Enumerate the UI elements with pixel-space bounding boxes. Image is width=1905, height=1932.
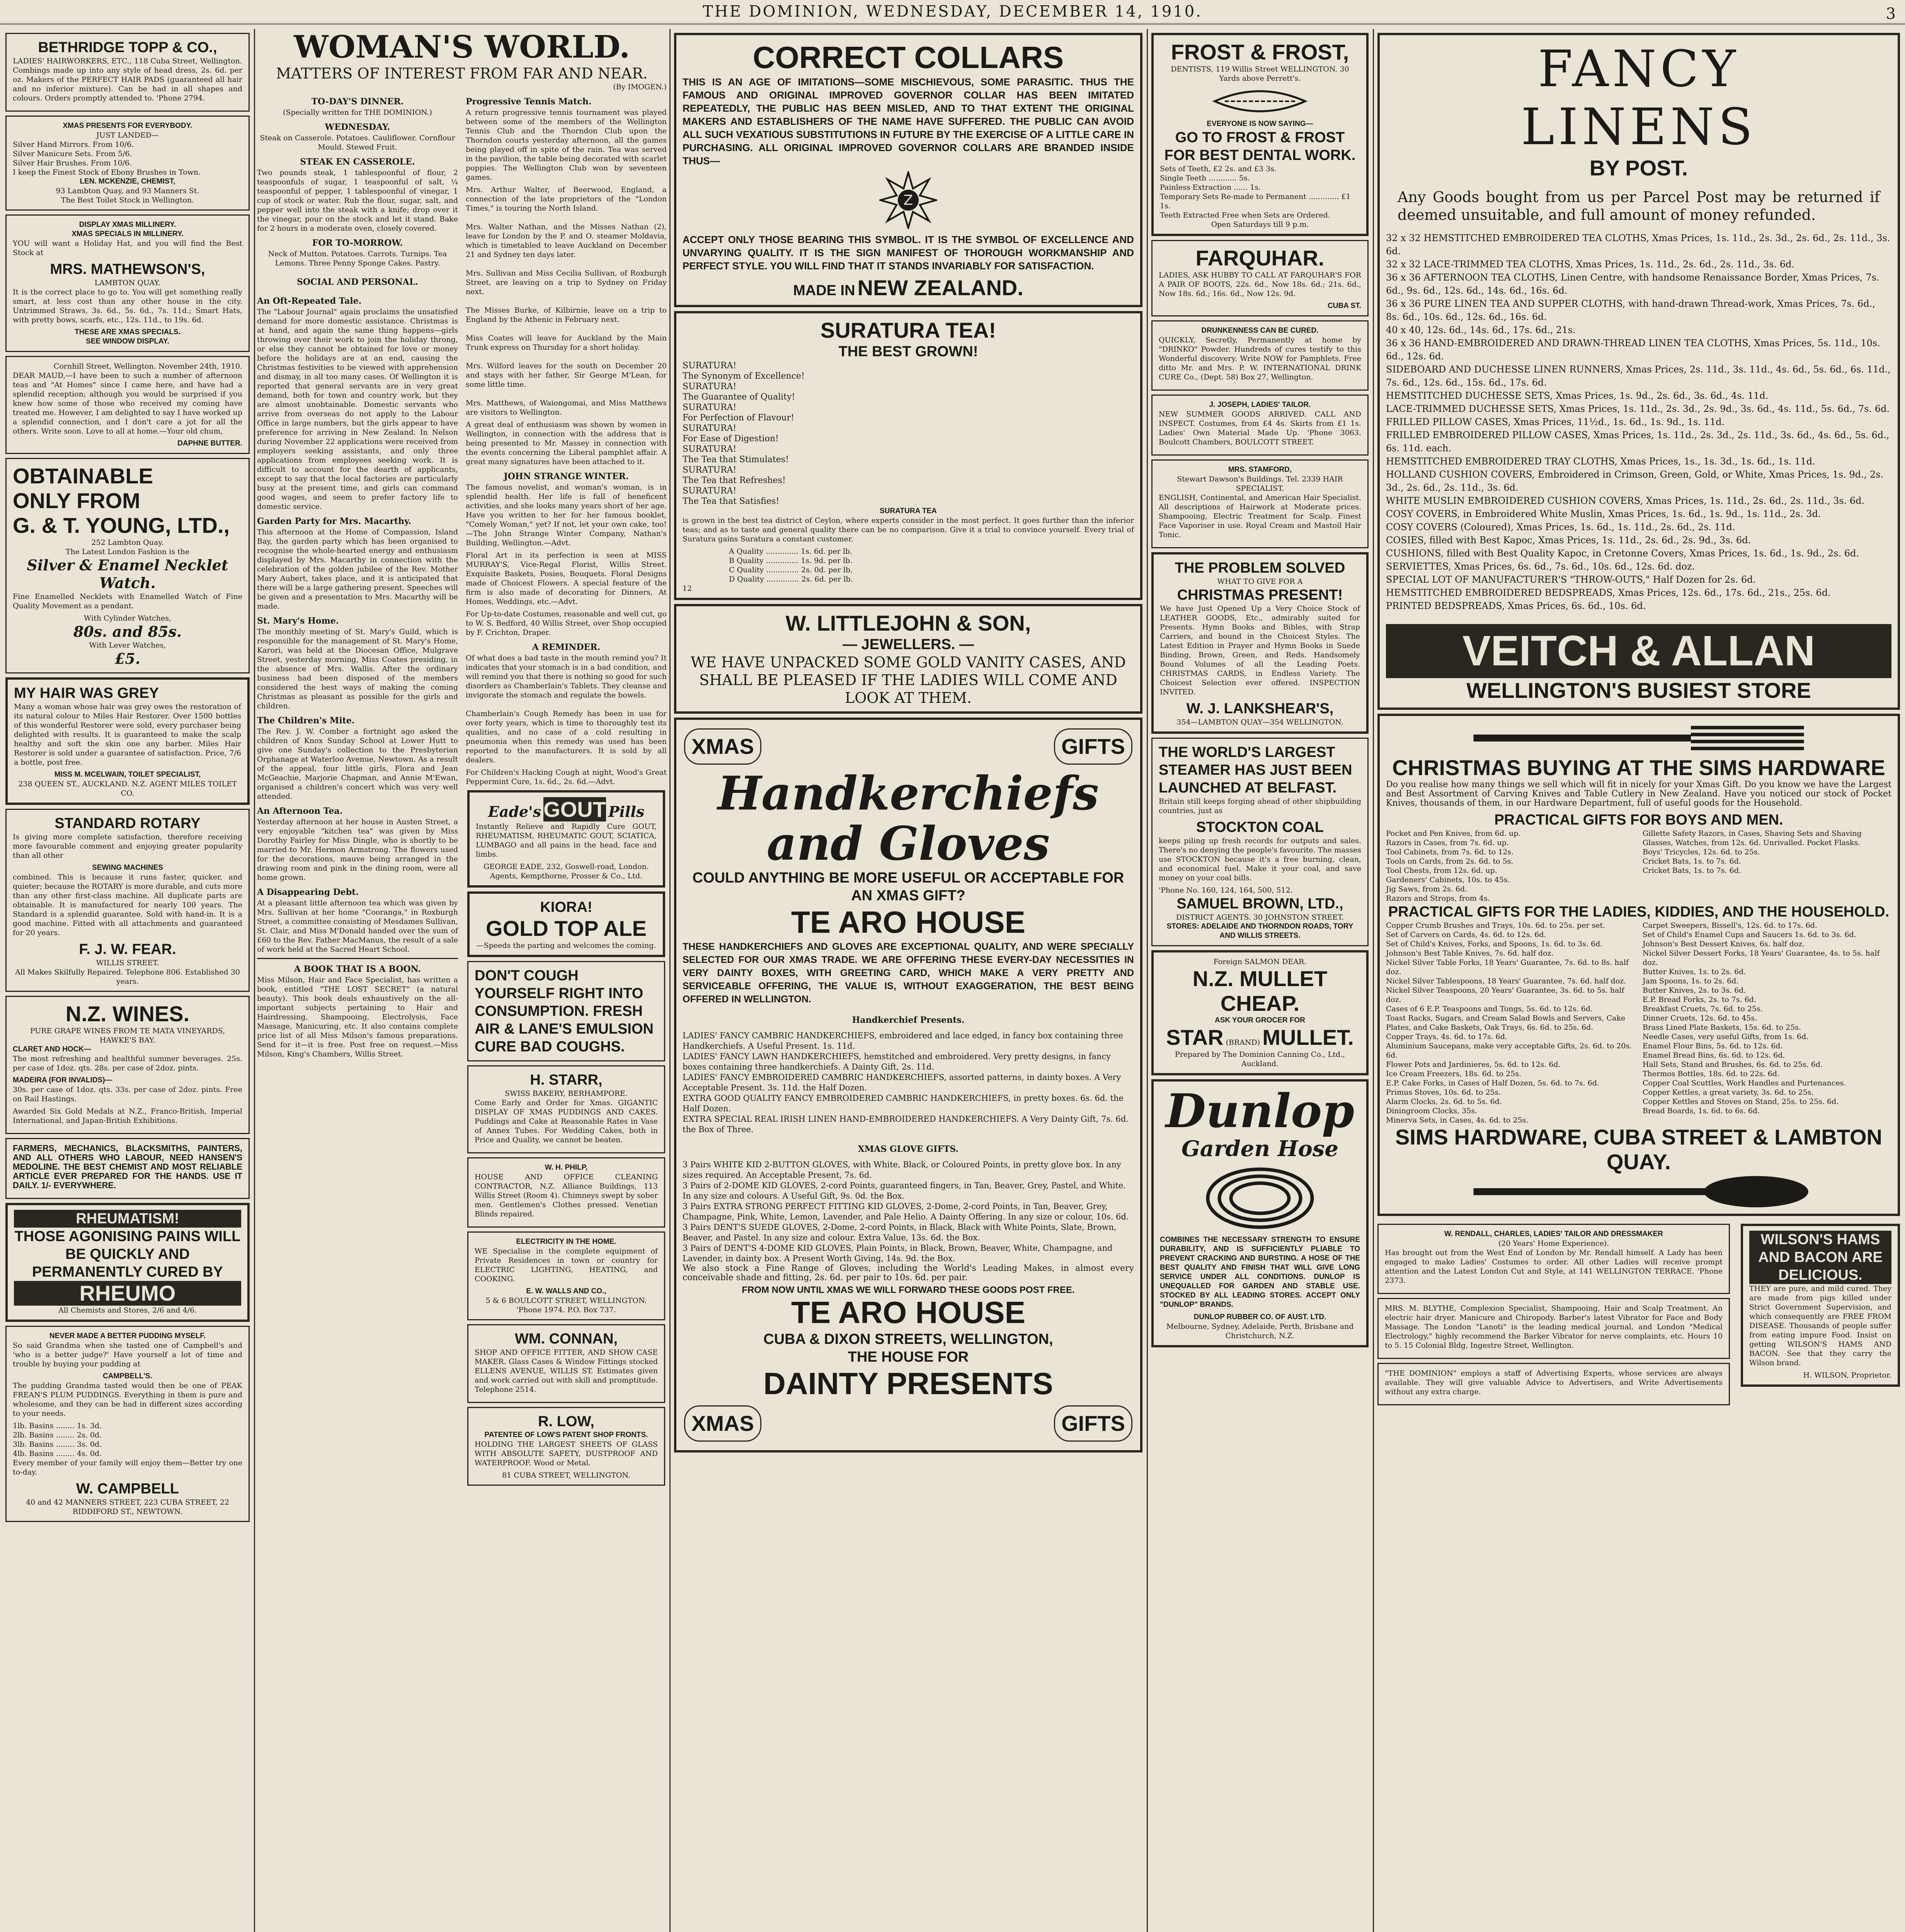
ad-title: MRS. STAMFORD, (1228, 466, 1292, 474)
household-gift-list: Carpet Sweepers, Bissell's, 12s. 6d. to 17s. 6d. Set of Child's Enamel Cups and Saucers 1s. 6d. to 3s. 6d. Johnson's Best Dessert Knives, 6s. half doz. Nickel Silver Dessert Forks, 18 Years' Guarantee, 4s. to 5s. half doz. Butter Knives, 1s. to 2s. 6d. Jam Spoons, 1s. to 2s. 6d. Butter Knives, 2s. to 3s. 6d. E.P. Bread Forks, 2s. to 7s. 6d. Breakfast Cruets, 7s. 6d. to 25s. Dinner Cruets, 12s. 6d. to 45s. Brass Lined Plate Baskets, 15s. 6d. to 25s. Needle Cases, very useful Gifts, from 1s. 6d. Enamel Flour Bins, 5s. 6d. to 12s. 6d. Enamel Bread Bins, 6s. 6d. to 12s. 6d. Hall Sets, Stand and Brushes, 6s. 6d. to 25s. 6d. Thermos Bottles, 18s. 6d. to 22s. 6d. Copper Coal Scuttles, Work Handles and Purtenances. Copper Kettles, a great variety, 3s. 6d. to 25s. Copper Kettles and Stoves on Stand, 25s. to 25s. 6d. Bread Boards, 1s. 6d. to 6s. 6d. (1643, 921, 1880, 1115)
article-body: Two pounds steak, 1 tablespoonful of flour, 2 teaspoonfuls of sugar, 1 teaspoonful of salt, ¼ teaspoonful of pepper, 1 tablespoonful of vinegar, 1 cup of stock or water. Rub the flour, sugar, salt, and pepper well into the steak with a knife; drop over it the vinegar, pour on the stock and let it stand. Bake for 2 hours in a moderate oven, closely covered. (257, 168, 458, 233)
ad-address: 40 and 42 MANNERS STREET, 223 CUBA STREET, 22 RIDDIFORD ST., NEWTOWN. (26, 1498, 229, 1516)
article-heading: A REMINDER. (532, 642, 601, 652)
ad-text: With Cylinder Watches, (83, 614, 172, 622)
ad-title: XMAS PRESENTS FOR EVERYBODY. (63, 122, 192, 130)
low-shopfront-ad (467, 1407, 665, 1486)
star-mullet-ad (1151, 950, 1369, 1075)
masthead-title: THE DOMINION, WEDNESDAY, DECEMBER 14, 1910. (703, 3, 1202, 20)
ad-body: Awarded Six Gold Medals at N.Z., Franco-British, Imperial International, and Japan-British Exhibitions. (13, 1107, 242, 1125)
article-body: Mrs. Arthur Walter, of Beerwood, England, a connection of the late proprietors of the "London Times," is touring the North Island. Mrs. Walter Nathan, and the Misses Nathan (2), leave for London by the P. and O. steamer Moldavia, which is timetabled to leave Auckland on December 21 and Sydney ten days later. Mrs. Sullivan and Miss Cecilia Sullivan, of Roxburgh Street, are leaving on a trip to Sydney on Friday next. The Misses Burke, of Kilbirnie, leave on a trip to England by the Athenic in February next. Miss Coates will leave for Auckland by the Main Trunk express on Thursday for a short holiday. Mrs. Wilford leaves for the south on December 20 and stays with her father, Sir George M'Lean, for some little time. Mrs. Matthews, of Waiongomai, and Miss Matthews are visitors to Wellington. (466, 185, 667, 417)
ad-title: FANCY (1538, 39, 1740, 98)
column-1 (4, 29, 251, 1932)
ad-address: 5 & 6 BOULCOTT STREET, WELLINGTON. (485, 1296, 647, 1305)
ad-body: We also stock a Fine Range of Gloves, including the World's Leading Makes, in almost every conceivable shade and fitting, 2s. 6d. per pair to 10s. 6d. per pair. (683, 1264, 1134, 1282)
ad-name: SAMUEL BROWN, LTD., (1176, 896, 1343, 912)
ad-title: SURATURA TEA! (820, 318, 996, 342)
letter-body: DEAR MAUD,—I have been to such a number of afternoon teas and "At Homes" since I came here, and have had a splendid reception; although you would be surprised if you knew how some of those who received my coming have treated me. However, I am delighted to say I have worked up a splendid connection, and I don't care a jot for all the others. Write soon. Love to all at home.—Your old chum, (13, 371, 242, 435)
ad-address: CUBA ST. (1328, 302, 1361, 310)
ad-name: H. WILSON, Proprietor. (1803, 1371, 1891, 1379)
article-body: For Up-to-date Costumes, reasonable and well cut, go to W. S. Bedford, 40 Willis Street, over Shop occupied by F. Crichton, Draper. (466, 610, 667, 637)
wilson-hams-ad (1741, 1224, 1900, 1387)
ad-body: Has brought out from the West End of London by Mr. Rendall himself. A Lady has been engaged to make Ladies' Costumes to order. All other Ladies will receive prompt attention and the Latest London Cut and Style, at 141 WELLINGTON TERRACE. 'Phone 2373. (1385, 1248, 1723, 1285)
frost-dentists-ad (1151, 33, 1369, 236)
ad-body: Instantly Relieve and Rapidly Cure GOUT, RHEUMATISM, RHEUMATIC GOUT, SCIATICA, LUMBAGO and all pains in the head, face and limbs. (476, 822, 657, 859)
ad-footer: Prepared by The Dominion Canning Co., Ltd., Auckland. (1175, 1050, 1345, 1068)
ad-name: DUNLOP RUBBER CO. OF AUST. LTD. (1193, 1313, 1326, 1321)
emblem-letter: Z (903, 192, 913, 208)
article-body: Floral Art in its perfection is seen at MISS MURRAY'S, Vice-Regal Florist, Willis Street. Exquisite Baskets, Posies, Bouquets. Floral Designs made of Choicest Flowers. A special feature of the firm is also made of decorating for Dinners, At Homes, Weddings, etc.—Advt. (466, 551, 667, 606)
ad-footer: FROM NOW UNTIL XMAS WE WILL FORWARD THESE GOODS POST FREE. (742, 1285, 1075, 1295)
starr-bakery-ad (467, 1065, 665, 1153)
ad-body: QUICKLY, Secretly, Permanently at home by "DRINKO" Powder. Hundreds of cures testify to this Wonderful discovery. Write NOW for Pamphlets. Free ditto Mr. and Mrs. P. W. INTERNATIONAL DRINK CURE Co., (Dept. 58) Box 27, Wellington. (1159, 336, 1361, 381)
column-rule (1147, 29, 1148, 1932)
dunlop-hose-ad (1151, 1079, 1369, 1347)
article-note: (Specially written for THE DOMINION.) (283, 108, 432, 117)
lankshear-christmas-ad (1151, 552, 1369, 734)
store-tagline: WELLINGTON'S BUSIEST STORE (1466, 678, 1811, 702)
ad-tagline: MADE IN (793, 282, 855, 299)
ad-footer: The Best Toilet Stock in Wellington. (61, 196, 194, 204)
walls-electric-ad (467, 1231, 665, 1320)
column-rule (669, 29, 671, 1932)
suratura-tea-ad (674, 311, 1142, 600)
ad-name: CAMPBELL'S. (102, 1372, 153, 1380)
ad-footer: Open Saturdays till 9 p.m. (1211, 220, 1309, 229)
ad-number: 12 (683, 584, 692, 593)
ad-address: 238 QUEEN ST., AUCKLAND. N.Z. AGENT MILES TOILET CO. (18, 780, 237, 798)
ad-body: WE Specialise in the complete equipment of Private Residences in town or country for ELECTRIC LIGHTING, HEATING, and COOKING. (475, 1247, 658, 1283)
ad-title: ELECTRICITY IN THE HOME. (516, 1238, 616, 1246)
ad-body: —Speeds the parting and welcomes the coming. (476, 941, 656, 950)
ad-title: MY HAIR WAS GREY (14, 685, 159, 701)
ad-brand: Dunlop (1165, 1084, 1355, 1138)
ad-title: NEVER MADE A BETTER PUDDING MYSELF. (49, 1332, 206, 1340)
ad-body: So said Grandma when she tasted one of Campbell's and 'who is a better judge?' Have yourself a lot of time and trouble by buying your pudding at (13, 1341, 242, 1368)
ad-title: DISPLAY XMAS MILLINERY. (79, 221, 176, 229)
ad-body: We have Just Opened Up a Very Choice Stock of LEATHER GOODS, Etc., admirably suited for Presents. Hymn Books and Bibles, with Strap Carriers, and bound in the Choicest Styles. The Latest Edition in Prayer and Hymn Books in Suede Binding, Brown, Green, and Reds. Handsomely Bound Volumes of all the Leading Poets. CHRISTMAS CARDS, in Endless Variety. The Choicest Selection ever offered. INSPECTION INVITED. (1160, 604, 1360, 696)
nz-wines-ad (5, 996, 250, 1134)
philp-cleaning-ad (467, 1157, 665, 1228)
column-5 (1376, 29, 1902, 1932)
eades-gout-pills-ad (467, 790, 665, 888)
ad-address: 252 Lambton Quay. (91, 538, 164, 547)
ad-title: FARQUHAR. (1195, 246, 1324, 270)
ad-text: Foreign SALMON DEAR. (1213, 957, 1307, 966)
womans-world-left (257, 92, 458, 1490)
ad-subtitle: SWISS BAKERY, BERHAMPORE. (505, 1089, 628, 1098)
column-4 (1150, 29, 1370, 1932)
ad-subtitle: (20 Years' Home Experience). (1498, 1239, 1609, 1248)
stamford-hair-ad (1151, 459, 1369, 548)
letter-signature: DAPHNE BUTTER. (177, 439, 242, 447)
ad-text: With Lever Watches, (89, 641, 166, 650)
article-body: Of what does a bad taste in the mouth remind you? It indicates that your stomach is in a bad condition, and will remind you that there is nothing so good for such disorders as Chamberlain's Tablets. They cleanse and invigorate the stomach and regulate the bowels. Chamberlain's Cough Remedy has been in use for over forty years, which is time to thoroughly test its qualities, and no case of a cold resulting in pneumonia when this remedy was used has been reported to the manufacturers. It is sold by all dealers. (466, 654, 667, 764)
masthead (0, 0, 1905, 25)
ad-subtitle: Stewart Dawson's Buildings. Tel. 2339 HAIR SPECIALIST. (1177, 475, 1343, 493)
ad-body: Combings made up into any style of head dress, 2s. 6d. per oz. Makers of the PERFECT HAIR PADS (guaranteed all hair and no inferior mixture). Can be had in all shapes and colours. Orders promptly attended to. 'Phone 2794. (13, 66, 242, 102)
farquhar-boots-ad (1151, 240, 1369, 316)
article-subheading: FOR TO-MORROW. (312, 238, 403, 248)
article-body: A great deal of enthusiasm was shown by women in Wellington, in connection with the address that is being presented to Mr. Massey in connection with the events concerning the Liberal pamphlet affair. A great many signatures have been attached to it. (466, 420, 667, 466)
ad-title: RHEUMATISM! (14, 1210, 241, 1228)
article-body: A return progressive tennis tournament was played between some of the members of the Wellington Tennis Club and the Thorndon Club upon the Thorndon courts yesterday afternoon, all the games being played off in spite of the rain. Tea was served in the pavilion, the table being decorated with scarlet poppies. The Wellington Club won by seventeen games. (466, 108, 667, 182)
xmas-label: XMAS (684, 728, 761, 765)
ad-title: LINENS (1521, 97, 1757, 156)
article-subheading: The Children's Mite. (257, 716, 355, 726)
ad-body: Britain still keeps forging ahead of other shipbuilding countries, just as (1159, 797, 1361, 815)
page-number: 3 (1886, 5, 1897, 23)
ad-headline: and Gloves (766, 816, 1050, 871)
ad-body: "THE DOMINION" employs a staff of Advertising Experts, whose services are always available. They will give valuable Advice to Advertisers, and Write Advertisements without any extra charge. (1385, 1369, 1723, 1396)
article-subheading: Progressive Tennis Match. (466, 97, 592, 107)
xmas-label: XMAS (684, 1405, 761, 1442)
article-heading: A BOOK THAT IS A BOON. (294, 964, 421, 974)
littlejohn-jewellers-ad (674, 604, 1142, 714)
ad-title: R. LOW, (538, 1413, 594, 1430)
ad-title: WILSON'S HAMS AND BACON ARE DELICIOUS. (1749, 1231, 1891, 1284)
article-heading: SOCIAL AND PERSONAL. (297, 277, 418, 287)
ad-title: DRUNKENNESS CAN BE CURED. (1201, 327, 1319, 335)
ad-footer: All Chemists and Stores, 2/6 and 4/6. (58, 1306, 197, 1315)
ad-phone: 'Phone 1974. P.O. Box 737. (516, 1306, 616, 1314)
z-star-emblem-icon (879, 171, 937, 229)
brand-name: STAR (1166, 1025, 1224, 1049)
ad-address: 354—LAMBTON QUAY—354 WELLINGTON. (1176, 718, 1343, 726)
article-subheading: An Oft-Repeated Tale. (257, 296, 362, 306)
ad-tagline: THE HOUSE FOR (848, 1349, 969, 1365)
handkerchief-list: LADIES' FANCY CAMBRIC HANDKERCHIEFS, embroidered and lace edged, in fancy box containing three Handkerchiefs. A Useful Present. 1s. 11d. LADIES' FANCY LAWN HANDKERCHIEFS, hemstitched and embroidered. Very pretty designs, in fancy boxes containing three handkerchiefs. A Dainty Gift, 2s. 11d. LADIES' FANCY EMBROIDERED CAMBRIC HANDKERCHIEFS, assorted patterns, in dainty boxes. A Very Acceptable Present. 3s. 11d. the Half Dozen. EXTRA GOOD QUALITY FANCY EMBROIDERED CAMBRIC HANDKERCHIEFS, in pretty boxes. 6s. 6d. the Half Dozen. EXTRA SPECIAL REAL IRISH LINEN HAND-EMBROIDERED HANDKERCHIEFS. A Very Dainty Gift, 7s. 6d. the Box of Three. (683, 1031, 1129, 1134)
store-name: TE ARO HOUSE (791, 905, 1025, 939)
brand-note: (BRAND) (1226, 1038, 1260, 1047)
ad-subtitle: SEWING MACHINES (92, 864, 163, 872)
article-body: At a pleasant little afternoon tea which was given by Mrs. Sullivan at her home "Cooranga," in Roxburgh Street, a committee consisting of Mesdames Sullivan, St. Clair, and Miss M'Donald handed over the sum of £60 to the Rev. Father MacManus, the result of a sale of work held at the Sacred Heart School. (257, 899, 458, 954)
boys-gift-list: Pocket and Pen Knives, from 6d. up. Razors in Cases, from 7s. 6d. up. Tool Cabinets, from 7s. 6d. to 12s. Tools on Cards, from 2s. 6d. to 5s. Tool Chests, from 12s. 6d. up. Gardeners' Cabinets, 10s. to 45s. Jig Saws, from 2s. 6d. Razors and Strops, from 4s. (1386, 829, 1521, 903)
ad-footer: All Makes Skilfully Repaired. Telephone 806. Established 30 years. (15, 968, 240, 986)
column-3 (672, 29, 1144, 1932)
ad-body: THIS IS AN AGE OF IMITATIONS—SOME MISCHIEVOUS, SOME PARASITIC. THUS THE FAMOUS AND ORIGINAL IMPROVED GOVERNOR COLLAR HAS BEEN IMITATED REPEATEDLY, THE PUBLIC HAS BEEN MISLED, AND TO THAT EXTENT THE ORIGINAL MAKERS AND ESTABLISHERS OF THE NAME HAVE SUFFERED. THE PUBLIC CAN AVOID ALL SUCH VEXATIOUS SUBSTITUTIONS IN FUTURE BY THE EXERCISE OF A LITTLE CARE IN PURCHASING. ALL ORIGINAL IMPROVED GOVERNOR COLLARS ARE BRANDED INSIDE THUS— (683, 76, 1134, 167)
ad-body: Is giving more complete satisfaction, therefore receiving more favourable comment and enjoying greater popularity than all other (13, 833, 242, 860)
ad-subhead: XMAS GLOVE GIFTS. (858, 1144, 959, 1154)
ad-subtitle: LADIES' HAIRWORKERS, ETC., 118 Cuba Street, Wellington. (13, 57, 242, 65)
ad-text: The Latest London Fashion is the (65, 548, 190, 556)
ad-body: is grown in the best tea district of Ceylon, where experts consider in the most perfect. It goes further than the inferior teas; and as to taste and general quality there can be no comparison. Give it a trial to convince yourself. Every trial of Suratura gains Suratura a constant customer. (683, 516, 1134, 543)
article-body: The Rev. J. W. Comber a fortnight ago asked the children of Knox Sunday School at Lower Hutt to give one Sunday's collection to the Presbyterian Orphanage at Waterloo Avenue, Newtown. As a result of the appeal, four little girls, Flora and Jean McGeachie, Marjorie Chapman, and Annie M'Ewan, organised a children's concert which was very well attended. (257, 727, 458, 801)
article-subheading: STEAK EN CASSEROLE. (300, 157, 415, 167)
campbell-pudding-ad (5, 1326, 250, 1522)
ad-name: W. CAMPBELL (76, 1481, 179, 1497)
ad-price-list: A Quality .............. 1s. 6d. per lb. B Quality .............. 1s. 9d. per lb. C Quality .............. 2s. 0d. per lb. D Quality .............. 2s. 6d. per lb. (729, 547, 853, 583)
mckenzie-chemist-ad (5, 116, 250, 211)
ad-headline: THE WORLD'S LARGEST STEAMER HAS JUST BEEN LAUNCHED AT BELFAST. (1159, 744, 1352, 796)
lanes-emulsion-ad (467, 961, 665, 1061)
ad-body: COMBINES THE NECESSARY STRENGTH TO ENSURE DURABILITY, AND IS SUFFICIENTLY PLIABLE TO PREVENT CRACKING AND BURSTING. A HOSE OF THE BEST QUALITY AND FINISH THAT WILL GIVE LONG SERVICE UNDER ALL CONDITIONS. DUNLOP IS UNEQUALLED FOR GARDEN AND STABLE USE. STOCKED BY ALL LEADING STORES. ACCEPT ONLY "DUNLOP" BRANDS. (1160, 1236, 1360, 1309)
ad-name: W. J. LANKSHEAR'S, (1186, 701, 1334, 717)
article-body: Neck of Mutton. Potatoes. Carrots. Turnips. Tea Lemons. Three Penny Sponge Cakes. Pastry. (268, 250, 447, 267)
ad-body: THEY are pure, and mild cured. They are made from pigs killed under Strict Government Supervision, and which consequently are FREE FROM DISEASE. Thousands of people suffer from eating impure Food. Insist on getting WILSON'S HAMS AND BACON. See that they carry the Wilson brand. (1749, 1284, 1891, 1367)
ad-title: CORRECT COLLARS (752, 40, 1064, 75)
rheumo-ad (5, 1203, 250, 1322)
article-body: This afternoon at the Home of Compassion, Island Bay, the garden party which has been organised to recognise the whole-hearted energy and enthusiasm displayed by Mrs. Macarthy in connection with the celebration of the golden jubilee of the Rev. Mother Mary Aubert, takes place, and it is anticipated that there will be a large gathering present. Speeches will be given and a presentation to Mrs. Macarthy will be made. (257, 528, 458, 611)
ad-headline: GO TO FROST & FROST FOR BEST DENTAL WORK. (1164, 129, 1356, 163)
ad-subtitle: — JEWELLERS. — (843, 636, 974, 653)
ad-body: Come Early and Order for Xmas. GIGANTIC DISPLAY OF XMAS PUDDINGS AND CAKES. Puddings and Cake at Reasonable Rates in Vase of Annex Tubes. For Wedding Cakes, both in Price and Quality, we cannot be beaten. (475, 1099, 658, 1144)
spoon-icon (1465, 1174, 1813, 1209)
miles-hair-ad (5, 677, 250, 805)
store-name: TE ARO HOUSE (791, 1295, 1025, 1330)
ad-title: W. H. PHILP, (545, 1163, 588, 1172)
ad-subhead: SURATURA TEA (880, 507, 937, 515)
column-rule (254, 29, 255, 1932)
article-body: Miss Milson, Hair and Face Specialist, has written a book, entitled "THE LOST SECRET" (a natural beauty). This book deals exhaustively on the all-important subjects pertaining to Hair and Hairdressing, Shampooing, Electrolysis, Face Massage, Manicuring, etc. It also contains complete price list of all Miss Milson's famous preparations. Send for it—it is free. Post free on request.—Miss Milson, King's Chambers, Willis Street. (257, 976, 458, 1058)
ad-title: H. STARR, (530, 1072, 603, 1088)
divider (257, 958, 458, 959)
ad-title: FROST & FROST, (1171, 40, 1349, 64)
ad-body: HOLDING THE LARGEST SHEETS OF GLASS WITH ABSOLUTE SAFETY, DUSTPROOF AND WATERPROOF. Wood or Metal. (475, 1440, 658, 1467)
letter-heading: Cornhill Street, Wellington. November 24th, 1910. (53, 362, 242, 371)
column-rule (1373, 29, 1374, 1932)
sims-hardware-ad (1377, 714, 1900, 1216)
ad-body: FARMERS, MECHANICS, BLACKSMITHS, PAINTERS, AND ALL OTHERS WHO LABOUR, NEED HANSEN'S MEDOLINE. THE BEST CHEMIST AND MOST RELIABLE ARTICLE EVER PREPARED FOR THE HANDS. USE IT DAILY. 1/- EVERYWHERE. (13, 1143, 242, 1190)
ad-title: STANDARD ROTARY (54, 815, 201, 832)
stockton-coal-ad (1151, 738, 1369, 946)
young-watch-ad (5, 458, 250, 673)
ad-subhead: MADEIRA (FOR INVALIDS)— (13, 1076, 112, 1084)
ad-address: 81 CUBA STREET, WELLINGTON. (502, 1471, 630, 1480)
section-title: WOMAN'S WORLD. (293, 29, 630, 65)
ad-name: F. J. W. FEAR. (79, 941, 176, 957)
ad-list: Silver Hand Mirrors. From 10/6. Silver Manicure Sets. From 5/6. Silver Hair Brushes. From 10/6. I keep the Finest Stock of Ebony Brushes in Town. (13, 140, 201, 177)
ad-address: WILLIS STREET. (96, 959, 159, 967)
ad-body: It is the correct place to go to. You will get something really smart, at less cost than any other house in the city. Untrimmed Straws, 3s. 6d., 5s. 6d., 7s. 11d.; Smart Hats, with pretty bows, scarfs, etc., 12s. 11d., to 19s. 6d. (13, 288, 242, 324)
article-heading: TO-DAY'S DINNER. (311, 97, 404, 107)
ad-product: Garden Hose (1181, 1136, 1339, 1162)
ad-title: XMAS SPECIALS IN MILLINERY. (72, 230, 184, 238)
ad-title: WM. CONNAN, (515, 1331, 618, 1347)
article-subheading: A Disappearing Debt. (257, 887, 359, 897)
ad-headline: CHRISTMAS PRESENT! (1177, 587, 1343, 603)
article-heading: JOHN STRANGE WINTER. (504, 471, 629, 481)
ad-title: KIORA! (540, 899, 592, 915)
womans-world-columns (257, 92, 667, 1490)
ad-body: Fine Enamelled Necklets with Enamelled Watch of Fine Quality Movement as a pendant. (13, 592, 242, 610)
ad-body: NEW SUMMER GOODS ARRIVED. CALL AND INSPECT. Costumes, from £4 4s. Skirts from £1 1s. Ladies' Own Material Made Up. 'Phone 3063. Boulcott Chambers, BOULCOTT STREET. (1159, 410, 1361, 446)
article-subheading: Garden Party for Mrs. Macarthy. (257, 516, 412, 526)
article-subheading: An Afternoon Tea. (257, 806, 343, 816)
ad-body: THESE HANDKERCHIEFS AND GLOVES ARE EXCEPTIONAL QUALITY, AND WERE SPECIALLY SELECTED FOR OUR XMAS TRADE. WE ARE OFFERING THESE EVERY-DAY NECESSITIES IN VERY DAINTY BOXES, WITH GREETING CARD, WHICH MAKE A VERY PRETTY AND SERVICEABLE OFFERING, THE VALUE IS, WITHOUT EXAGGERATION, THE BEST BEING OFFERED IN WELLINGTON. (683, 941, 1134, 1005)
dominion-advertising-ad (1377, 1363, 1730, 1405)
ad-body: 30s. per case of 1doz. qts. 33s. per case of 2doz. pints. Free on Rail Hastings. (13, 1085, 242, 1103)
ad-name: LEN. MCKENZIE, CHEMIST, (80, 177, 175, 185)
ad-price-list: Sets of Teeth, £2 2s. and £3 3s. Single Teeth ............ 5s. Painless Extraction ...... 1s. Temporary Sets Re-made to Permanent ............. £1 1s. Teeth Extracted Free when Sets are Ordered. (1160, 165, 1351, 219)
byline: (By IMOGEN.) (613, 83, 667, 91)
ad-heading: ONLY FROM (13, 488, 140, 513)
ad-name: RHEUMO (14, 1281, 241, 1306)
ad-brand: Eade's (488, 803, 541, 820)
ad-product: Silver & Enamel Necklet Watch. (27, 556, 228, 592)
connan-fitter-ad (467, 1324, 665, 1403)
medoline-ad (5, 1138, 250, 1199)
ad-address: 93 Lambton Quay, and 93 Manners St. (56, 187, 199, 195)
ad-name: GOLD TOP ALE (486, 916, 647, 940)
article-body: For Children's Hacking Cough at night, Wood's Great Peppermint Cure, 1s. 6d., 2s. 6d.—Advt. (466, 768, 667, 786)
ad-footer: THESE ARE XMAS SPECIALS. (75, 328, 180, 336)
ad-body: ENGLISH, Continental, and American Hair Specialist. All descriptions of Hairwork at Moderate prices. Shampooing, Electric Treatment for Scalp. Finest Face Vaporiser in use. Royal Cream and Mastoil Hair Tonic. (1159, 493, 1361, 539)
blythe-specialist-ad (1377, 1298, 1730, 1359)
ad-title: W. RENDALL, CHARLES, LADIES' TAILOR AND DRESSMAKER (1444, 1230, 1663, 1238)
article-body: The monthly meeting of St. Mary's Guild, which is responsible for the management of St. Mary's Home, Karori, was held at the Diocesan Office, Mulgrave Street, yesterday morning, Miss Coates presiding, in the absence of Mrs. Wallis. After the ordinary business had been disposed of the members considered the best ways of making the coming Christmas as pleasant as possible for the girls and children. (257, 628, 458, 710)
ad-footer: SEE WINDOW DISPLAY. (86, 337, 169, 345)
drinko-cure-ad (1151, 320, 1369, 391)
ad-subtitle: PURE GRAPE WINES FROM TE MATA VINEYARDS, HAWKE'S BAY. (30, 1027, 225, 1044)
dentures-icon (1210, 86, 1310, 116)
ad-address: Melbourne, Sydney, Adelaide, Perth, Brisbane and Christchurch, N.Z. (1166, 1322, 1354, 1340)
coiled-hose-icon (1202, 1163, 1318, 1233)
ad-body: ACCEPT ONLY THOSE BEARING THIS SYMBOL. IT IS THE SYMBOL OF EXCELLENCE AND UNVARYING QUALITY. IT IS THE SIGN MANIFEST OF THOROUGH WORKMANSHIP AND PERFECT STYLE. YOU WILL FIND THAT IT STANDS INVARIABLY FOR SATISFACTION. (683, 234, 1134, 272)
household-gift-list: Copper Crumb Brushes and Trays, 10s. 6d. to 25s. per set. Set of Carvers on Cards, 4s. 6d. to 12s. 6d. Set of Child's Knives, Forks, and Spoons, 1s. 6d. to 3s. 6d. Johnson's Best Table Knives, 7s. 6d. half doz. Nickel Silver Table Forks, 18 Years' Guarantee, 7s. 6d. to 8s. half doz. Nickel Silver Tablespoons, 18 Years' Guarantee, 7s. 6d. half doz. Nickel Silver Teaspoons, 20 Years' Guarantee, 3s. 6d. to 5s. half doz. Cases of 6 E.P. Teaspoons and Tongs, 5s. 6d. to 12s. 6d. Toast Racks, Sugars, and Cream Salad Bowls and Servers, Cake Plates, and Cake Baskets, Oak Trays, 6s. 6d. to 25s. 6d. Copper Trays, 4s. 6d. to 17s. 6d. Aluminium Saucepans, make very acceptable Gifts, 2s. 6d. to 20s. 6d. Flower Pots and Jardinieres, 5s. 6d. to 12s. 6d. Ice Cream Freezers, 18s. 6d. to 25s. E.P. Cake Forks, in Cases of Half Dozen, 5s. 6d. to 7s. 6d. Primus Stoves, 10s. 6d. to 25s. Alarm Clocks, 2s. 6d. to 5s. 6d. Diningroom Clocks, 35s. Minerva Sets, in Cases, 4s. 6d. to 25s. (1386, 921, 1632, 1124)
ad-name: MRS. MATHEWSON'S, (50, 261, 205, 277)
ad-subhead: PRACTICAL GIFTS FOR THE LADIES, KIDDIES, AND THE HOUSEHOLD. (1388, 904, 1890, 920)
ad-subtitle: BY POST. (1589, 156, 1688, 180)
ad-subhead: PRACTICAL GIFTS FOR BOYS AND MEN. (1494, 812, 1783, 828)
article-subheading: WEDNESDAY. (325, 122, 390, 132)
ad-body: combined. This is because it runs faster, quicker, and quieter; because the ROTARY is more durable, and cuts more than any other first-class machine. All duplicate parts are obtainable. It is manufactured for nearly 100 years. The Standard is a splendid guarantee. Sold with hand-in. It is a good machine. Fitted with all attachments and guaranteed for 20 years. (13, 873, 242, 937)
ad-title: N.Z. MULLET CHEAP. (1192, 966, 1328, 1015)
ad-body: MRS. M. BLYTHE, Complexion Specialist, Shampooing, Hair and Scalp Treatment. An electric hair dryer. Manicure and Chiropody. Barber's latest Vibrator for Face and Body Massage. The London "Lanoti" is the leading medical journal, and London "Medical Electrology," highly recommend the Barker Vibrator for nerve complaints, etc. Hours 10 to 5. 15 Colonial Bldg, Ingestre Street, Wellington. (1385, 1304, 1723, 1350)
ad-body: Every member of your family will enjoy them—Better try one to-day. (13, 1459, 242, 1476)
ad-subhead: CLARET AND HOCK— (13, 1045, 92, 1053)
ad-list: 1lb. Basins ........ 1s. 3d. 2lb. Basins ........ 2s. 0d. 3lb. Basins ........ 3s. 0d. 4lb. Basins ........ 4s. 0d. (13, 1422, 102, 1458)
ad-title: W. LITTLEJOHN & SON, (785, 611, 1031, 635)
rendall-tailor-ad (1377, 1224, 1730, 1294)
womans-world-right (466, 92, 667, 1490)
ad-text: EVERYONE IS NOW SAYING— (1207, 120, 1313, 128)
letter-ad (5, 356, 250, 454)
ad-text: ASK YOUR GROCER FOR (1214, 1016, 1305, 1024)
ad-subtitle: THE BEST GROWN! (838, 344, 978, 360)
ad-address: STORES: ADELAIDE AND THORNDON ROADS, TORY AND WILLIS STREETS. (1166, 922, 1353, 940)
ad-subtitle: DISTRICT AGENTS. 30 JOHNSTON STREET. (1176, 913, 1344, 922)
ad-name: E. W. WALLS AND CO., (526, 1287, 606, 1295)
ad-title: STOCKTON COAL (1196, 819, 1324, 835)
ad-body: keeps piling up fresh records for outputs and sales. There's no denying the people's favourite. The masses use STOCKTON because it's a free burning, clean, and economical fuel. Make it your coal, and save money on your coal bills. (1159, 837, 1361, 882)
ad-headline: Handkerchiefs (717, 766, 1099, 821)
ad-phone: 'Phone No. 160, 124, 164, 500, 512. (1159, 886, 1293, 895)
ad-body: The most refreshing and healthful summer beverages. 25s. per case of 1doz. qts. 28s. per case of 2doz. pints. (13, 1054, 242, 1072)
ad-body: Many a woman whose hair was grey owes the restoration of its natural colour to Miles Hair Restorer. Over 1500 bottles of this wonderful Restorer were sold, every purchaser being delighted with results. It is guaranteed to make the scalp healthy and soft the skin one any barber. Miles Hair Restorer is sold under a guarantee of satisfaction. Price, 7/6 a bottle, post free. (14, 702, 241, 767)
ad-body: DON'T COUGH YOURSELF RIGHT INTO CONSUMPTION. FRESH AIR & LANE'S EMULSION CURE BAD COUGHS. (475, 968, 654, 1055)
ad-brand: Pills (608, 803, 645, 820)
ad-tagline: NEW ZEALAND. (857, 276, 1023, 300)
ad-subtitle: DENTISTS, 119 Willis Street WELLINGTON. 30 Yards above Perrett's. (1171, 65, 1349, 83)
ad-tagline: DAINTY PRESENTS (763, 1366, 1053, 1401)
bethridge-topp-ad (5, 33, 250, 112)
store-address: CUBA & DIXON STREETS, WELLINGTON, (763, 1331, 1053, 1347)
ad-title: CHRISTMAS BUYING AT THE SIMS HARDWARE (1392, 755, 1885, 780)
glove-list: 3 Pairs WHITE KID 2-BUTTON GLOVES, with White, Black, or Coloured Points, in pretty glove box. In any sizes required. An Acceptable Present, 7s. 6d. 3 Pairs of 2-DOME KID GLOVES, 2-cord Points, guaranteed fingers, in Tan, Beaver, Grey, Pastel, and White. In any size and colours. A Useful Gift, 9s. 0d. the Box. 3 Pairs EXTRA STRONG PERFECT FITTING KID GLOVES, 2-Dome, 2-cord Points, in Tan, Beaver, Grey, Champagne, Pink, White, Lemon, Lavender, and Pale Helio. A Dainty Offering. In any size or colour, 10s. 6d. 3 Pairs DENT'S SUEDE GLOVES, 2-Dome, 2-cord Points, in Black, Black with White Points, Slate, Brown, Beaver, and Pastel. In any size and colour. Extra Value, 13s. 6d. the Box. 3 Pairs of DENT'S 4-DOME KID GLOVES, Plain Points, in Black, Brown, Beaver, White, Champagne, and Lavender, in dainty box. A Present Worth Giving, 14s. 9d. the Box. (683, 1160, 1129, 1263)
ad-body: HOUSE AND OFFICE CLEANING CONTRACTOR, N.Z. Alliance Buildings, 113 Willis Street (Room 4). Chimneys swept by sober men. Gentlemen's Clothes pressed. Venetian Blinds repaired. (475, 1173, 658, 1218)
ad-body: The pudding Grandma tasted would then be one of PEAK FREAN'S PLUM PUDDINGS. Everything in them is pure and wholesome, and they can be had in different sizes according to your needs. (13, 1381, 242, 1418)
gifts-label: GIFTS (1054, 728, 1132, 765)
gold-top-ale-ad (467, 891, 665, 957)
ad-body: SHOP AND OFFICE FITTER, AND SHOW CASE MAKER. Glass Cases & Window Fittings stocked ELLENS AVENUE, WILLIS ST. Estimates given and work carried out with skill and promptitude. Telephone 2514. (475, 1348, 658, 1394)
brand-product: MULLET. (1262, 1025, 1354, 1049)
ad-body: THOSE AGONISING PAINS WILL BE QUICKLY AND PERMANENTLY CURED BY (14, 1228, 241, 1280)
veitch-allan-linens-ad (1377, 33, 1900, 710)
ad-name: MISS M. MCELWAIN, TOILET SPECIALIST, (54, 770, 201, 779)
ad-body: LADIES, ASK HUBBY TO CALL AT FARQUHAR'S FOR A PAIR OF BOOTS, 22s. 6d., Now 18s. 6d.; 21s. 6d., Now 18s. 6d.; 16s. 6d., Now 12s. 9d. (1159, 271, 1361, 298)
article-body: The famous novelist, and woman's woman, is in splendid health. Her life is full of beneficent activities, and she looks many years short of her age. Have you written to her for her famous booklet, "Comely Woman," yet? If not, let your own cake, too!—The John Strange Winter Company, Nathan's Building, Wellington.—Advt. (466, 483, 667, 547)
article-body: Steak on Casserole. Potatoes. Cauliflower. Cornflour Mould. Stewed Fruit. (260, 134, 455, 151)
ad-price: £5. (114, 650, 141, 667)
ad-subtitle: WHAT TO GIVE FOR A (1217, 577, 1303, 586)
section-subtitle: MATTERS OF INTEREST FROM FAR AND NEAR. (276, 65, 648, 82)
ad-address: LAMBTON QUAY. (94, 279, 161, 287)
boys-gift-list: Gillette Safety Razors, in Cases, Shaving Sets and Shaving Glasses, Watches, from 12s. 6d. Unrivalled. Pocket Flasks. Boys' Tricycles, 12s. 6d. to 25s. Cricket Bats, 1s. to 7s. 6d. Cricket Bats, 1s. to 7s. 6d. (1643, 829, 1862, 875)
ad-body: YOU will want a Holiday Hat, and you will find the Best Stock at (13, 239, 242, 257)
ad-body: Any Goods bought from us per Parcel Post may be returned if deemed unsuitable, and full amount of money refunded. (1398, 189, 1880, 223)
ad-list: SURATURA! The Synonym of Excellence! SURATURA! The Guarantee of Quality! SURATURA! For Perfection of Flavour! SURATURA! For Ease of Digestion! SURATURA! The Tea that Stimulates! SURATURA! The Tea that Refreshes! SURATURA! The Tea that Satisfies! (683, 361, 805, 506)
fork-icon (1465, 721, 1813, 755)
ad-heading: G. & T. YOUNG, LTD., (13, 513, 230, 537)
ad-title: N.Z. WINES. (65, 1002, 190, 1026)
ad-subtitle: PATENTEE OF LOW'S PATENT SHOP FRONTS. (484, 1431, 648, 1439)
ad-title: GOUT (543, 797, 606, 821)
ad-footer: GEORGE EADE, 232, Goswell-road, London. Agents, Kempthorne, Prosser & Co., Ltd. (483, 862, 649, 880)
ad-subhead: Handkerchief Presents. (852, 1015, 965, 1025)
gifts-label: GIFTS (1054, 1405, 1132, 1442)
ad-subtitle: JUST LANDED— (96, 131, 159, 139)
ad-title: THE PROBLEM SOLVED (1175, 560, 1345, 576)
article-subheading: St. Mary's Home. (257, 616, 339, 626)
ad-title: BETHRIDGE TOPP & CO., (38, 39, 217, 56)
linen-price-list: 32 x 32 HEMSTITCHED EMBROIDERED TEA CLOTHS, Xmas Prices, 1s. 11d., 2s. 3d., 2s. 6d., 2s. 11d., 3s. 6d. 32 x 32 LACE-TRIMMED TEA CLOTHS, Xmas Prices, 1s. 11d., 2s. 6d., 2s. 11d., 3s. 6d. 36 x 36 AFTERNOON TEA CLOTHS, Linen Centre, with handsome Renaissance Border, Xmas Prices, 7s. 6d., 9s. 6d., 12s. 6d., 14s. 6d., 16s. 6d. 36 x 36 PURE LINEN TEA AND SUPPER CLOTHS, with hand-drawn Thread-work, Xmas Prices, 7s. 6d., 8s. 6d., 10s. 6d., 12s. 6d., 16s. 6d. 40 x 40, 12s. 6d., 14s. 6d., 17s. 6d., 21s. 36 x 36 HAND-EMBROIDERED AND DRAWN-THREAD LINEN TEA CLOTHS, Xmas Prices, 5s. 11d., 10s. 6d., 12s. 6d. SIDEBOARD AND DUCHESSE LINEN RUNNERS, Xmas Prices, 2s. 11d., 3s. 11d., 4s. 6d., 5s. 6d., 6s. 11d., 7s. 6d., 12s. 6d., 15s. 6d., 17s. 6d. HEMSTITCHED DUCHESSE SETS, Xmas Prices, 1s. 9d., 2s. 6d., 3s. 6d., 4s. 11d. LACE-TRIMMED DUCHESSE SETS, Xmas Prices, 1s. 11d., 2s. 3d., 2s. 9d., 3s. 6d., 4s. 11d., 5s. 6d., 7s. 6d. FRILLED PILLOW CASES, Xmas Prices, 11½d., 1s. 6d., 1s. 9d., 1s. 11d. FRILLED EMBROIDERED PILLOW CASES, Xmas Prices, 1s. 11d., 2s. 3d., 2s. 11d., 3s. 6d., 4s. 6d., 5s. 6d., 6s. 11d. each. HEMSTITCHED EMBROIDERED TRAY CLOTHS, Xmas Prices, 1s., 1s. 3d., 1s. 6d., 1s. 11d. HOLLAND CUSHION COVERS, Embroidered in Crimson, Green, Gold, or White, Xmas Prices, 1s. 9d., 2s. 3d., 2s. 6d., 2s. 11d., 3s. 6d. WHITE MUSLIN EMBROIDERED CUSHION COVERS, Xmas Prices, 1s. 11d., 2s. 6d., 2s. 11d., 3s. 6d. COSY COVERS, in Embroidered White Muslin, Xmas Prices, 1s. 6d., 1s. 9d., 1s. 11d., 2s. 3d. COSY COVERS (Coloured), Xmas Prices, 1s. 6d., 1s. 11d., 2s. 6d., 2s. 11d. COSIES, filled with Best Kapoc, Xmas Prices, 1s. 11d., 2s. 6d., 2s. 9d., 3s. 6d. CUSHIONS, filled with Best Quality Kapoc, in Cretonne Covers, Xmas Prices, 1s. 6d., 1s. 9d., 2s. 6d. SERVIETTES, Xmas Prices, 6s. 6d., 7s. 6d., 10s. 6d., 12s. 6d. doz. SPECIAL LOT OF MANUFACTURER'S "THROW-OUTS," Half Dozen for 2s. 6d. HEMSTITCHED EMBROIDERED BEDSPREADS, Xmas Prices, 12s. 6d., 17s. 6d., 21s., 25s. 6d. PRINTED BEDSPREADS, Xmas Prices, 6s. 6d., 10s. 6d. (1386, 233, 1891, 611)
store-name: VEITCH & ALLAN (1386, 624, 1891, 678)
article-body: The "Labour Journal" again proclaims the unsatisfied demand for more domestic assistance. Christmas is at hand, and again the same thing happens—girls throwing over their work to join the holiday throng, or else they cannot be obtained for love or money before the holidays are at an end, causing the Christmas festivities to be viewed with apprehension and dismay, in all too many cases. Of Wellington it is reported that general servants are in very great demand, both for town and country work, but they are almost unobtainable. Domestic servants who arrive from overseas do not apply to the Labour Office in large numbers, but the girls appear to have preference for arriving in New Zealand. In Nelson during November 22 applications were received from employers seeking assistants, and only three applications from employees seeking work. It is difficult to account for the dearth of applicants, except to say that the local factories are particularly busy at the present time, and girls can command good wages, and seem to prefer factory life to domestic service. (257, 308, 458, 511)
ad-question: COULD ANYTHING BE MORE USEFUL OR ACCEPTABLE FOR AN XMAS GIFT? (692, 870, 1124, 904)
ad-body: WE HAVE UNPACKED SOME GOLD VANITY CASES, AND SHALL BE PLEASED IF THE LADIES WILL COME AND LOOK AT THEM. (691, 654, 1126, 706)
ad-heading: OBTAINABLE (13, 464, 153, 488)
te-aro-house-ad (674, 718, 1142, 1452)
column-2 (257, 29, 667, 1932)
correct-collars-ad (674, 33, 1142, 307)
store-address: SIMS HARDWARE, CUBA STREET & LAMBTON QUAY. (1395, 1125, 1882, 1174)
article-body: Yesterday afternoon at her house in Austen Street, a very enjoyable "kitchen tea" was given by Miss Dorothy Fairley for Miss Dingle, who is shortly to be married to Mr. Hermon Armstrong. The flowers used for the decorations, mauve being arranged in the drawing room and pink in the dining room, were all home grown. (257, 818, 458, 882)
ad-title: J. JOSEPH, LADIES' TAILOR. (1209, 401, 1311, 409)
joseph-tailor-ad (1151, 395, 1369, 456)
standard-rotary-ad (5, 809, 250, 992)
mathewson-millinery-ad (5, 214, 250, 352)
ad-body: Do you realise how many things we sell which will fit in nicely for your Xmas Gift. Do you know we have the Largest and Best Assortment of Carving Knives and Table Cutlery in New Zealand. Have you noticed our stock of Pocket Knives, thousands of them, in our Hardware Department, full of useful goods for the Household. (1386, 780, 1891, 808)
ad-price: 80s. and 85s. (73, 623, 182, 640)
